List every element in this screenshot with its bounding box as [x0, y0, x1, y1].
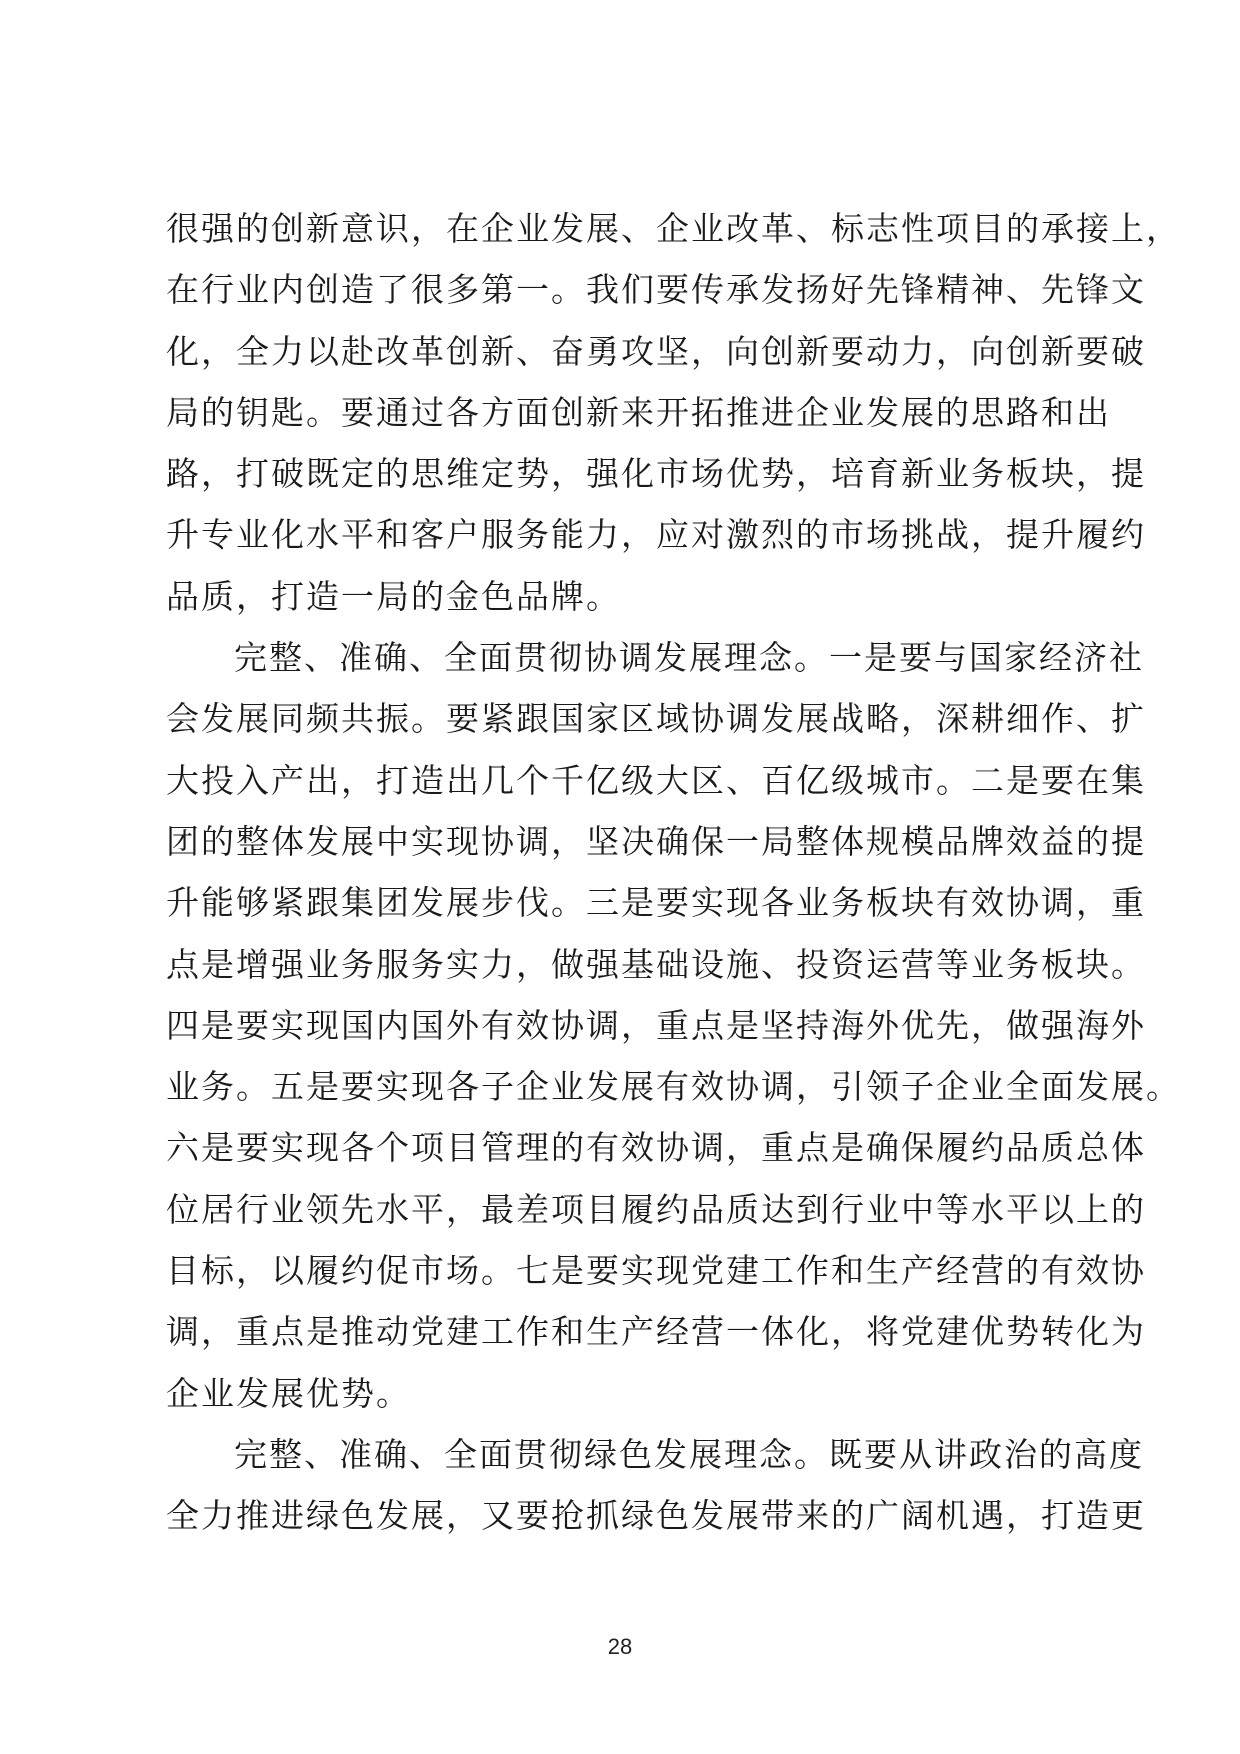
text-line: 会发展同频共振。要紧跟国家区域协调发展战略，深耕细作、扩 [166, 699, 1146, 739]
paragraph-start-line: 完整、准确、全面贯彻绿色发展理念。既要从讲政治的高度 [234, 1434, 1144, 1474]
text-line: 团的整体发展中实现协调，坚决确保一局整体规模品牌效益的提 [166, 821, 1146, 861]
text-line: 很强的创新意识，在企业发展、企业改革、标志性项目的承接上， [166, 209, 1181, 248]
text-line: 升能够紧跟集团发展步伐。三是要实现各业务板块有效协调，重 [166, 883, 1146, 923]
text-line: 六是要实现各个项目管理的有效协调，重点是确保履约品质总体 [166, 1128, 1146, 1168]
text-line: 化，全力以赴改革创新、奋勇攻坚，向创新要动力，向创新要破 [166, 331, 1146, 371]
text-line: 升专业化水平和客户服务能力，应对激烈的市场挑战，提升履约 [166, 515, 1146, 555]
text-line: 四是要实现国内国外有效协调，重点是坚持海外优先，做强海外 [166, 1005, 1146, 1045]
text-line: 局的钥匙。要通过各方面创新来开拓推进企业发展的思路和出 [166, 392, 1111, 432]
text-line: 点是增强业务服务实力，做强基础设施、投资运营等业务板块。 [166, 944, 1146, 984]
text-line: 企业发展优势。 [166, 1373, 411, 1413]
page-number: 28 [607, 1634, 633, 1659]
text-line: 在行业内创造了很多第一。我们要传承发扬好先锋精神、先锋文 [166, 270, 1146, 310]
paragraph-start-line: 完整、准确、全面贯彻协调发展理念。一是要与国家经济社 [234, 638, 1144, 678]
text-line: 位居行业领先水平，最差项目履约品质达到行业中等水平以上的 [166, 1189, 1146, 1229]
text-line: 路，打破既定的思维定势，强化市场优势，培育新业务板块，提 [166, 454, 1146, 494]
text-line: 业务。五是要实现各子企业发展有效协调，引领子企业全面发展。 [166, 1067, 1181, 1107]
text-line: 大投入产出，打造出几个千亿级大区、百亿级城市。二是要在集 [166, 760, 1146, 800]
body-text [166, 198, 1181, 1547]
text-line: 调，重点是推动党建工作和生产经营一体化，将党建优势转化为 [166, 1312, 1146, 1352]
text-line: 品质，打造一局的金色品牌。 [166, 576, 621, 616]
text-line: 目标，以履约促市场。七是要实现党建工作和生产经营的有效协 [166, 1251, 1146, 1291]
text-line: 全力推进绿色发展，又要抢抓绿色发展带来的广阔机遇，打造更 [166, 1496, 1146, 1536]
